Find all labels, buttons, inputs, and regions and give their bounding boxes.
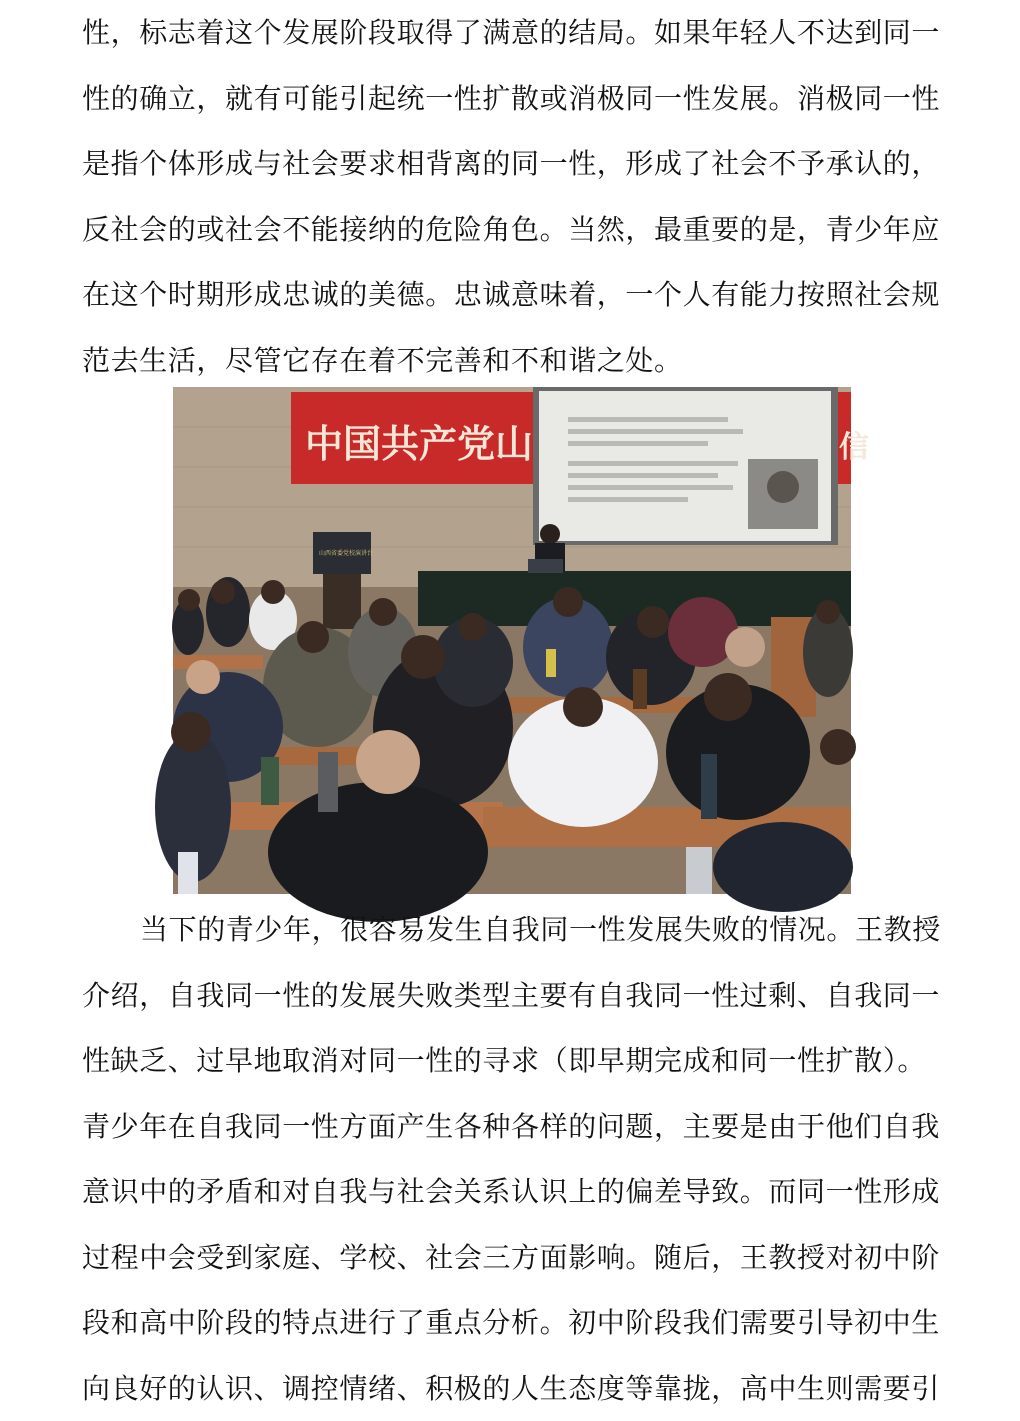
banner-text: 中国共产党山 xyxy=(305,422,533,466)
text-line: 当下的青少年，很容易发生自我同一性发展失败的情况。王教授 xyxy=(82,897,940,963)
text-line: 段和高中阶段的特点进行了重点分析。初中阶段我们需要引导初中生 xyxy=(82,1290,940,1356)
text-line: 性，标志着这个发展阶段取得了满意的结局。如果年轻人不达到同一 xyxy=(82,0,940,66)
text-line: 性的确立，就有可能引起统一性扩散或消极同一性发展。消极同一性 xyxy=(82,66,940,132)
text-line: 过程中会受到家庭、学校、社会三方面影响。随后，王教授对初中阶 xyxy=(82,1225,940,1291)
text-line: 性缺乏、过早地取消对同一性的寻求（即早期完成和同一性扩散）。 xyxy=(82,1028,940,1094)
text-line: 介绍，自我同一性的发展失败类型主要有自我同一性过剩、自我同一 xyxy=(82,963,940,1029)
text-line: 青少年在自我同一性方面产生各种各样的问题，主要是由于他们自我 xyxy=(82,1094,940,1160)
text-line: 向良好的认识、调控情绪、积极的人生态度等靠拢，高中生则需要引 xyxy=(82,1356,940,1421)
text-line: 意识中的矛盾和对自我与社会关系认识上的偏差导致。而同一性形成 xyxy=(82,1159,940,1225)
text-line: 在这个时期形成忠诚的美德。忠诚意味着，一个人有能力按照社会规 xyxy=(82,262,940,328)
podium-text: 山西省委党校演讲台 xyxy=(319,549,373,557)
paragraph-top xyxy=(82,0,940,393)
lecture-photo xyxy=(173,387,851,894)
text-line: 范去生活，尽管它存在着不完善和不和谐之处。 xyxy=(82,328,940,394)
text-line: 是指个体形成与社会要求相背离的同一性，形成了社会不予承认的， xyxy=(82,131,940,197)
paragraph-bottom xyxy=(82,897,940,1421)
text-line: 反社会的或社会不能接纳的危险角色。当然，最重要的是，青少年应 xyxy=(82,197,940,263)
banner-text-right: 信 xyxy=(839,430,869,465)
